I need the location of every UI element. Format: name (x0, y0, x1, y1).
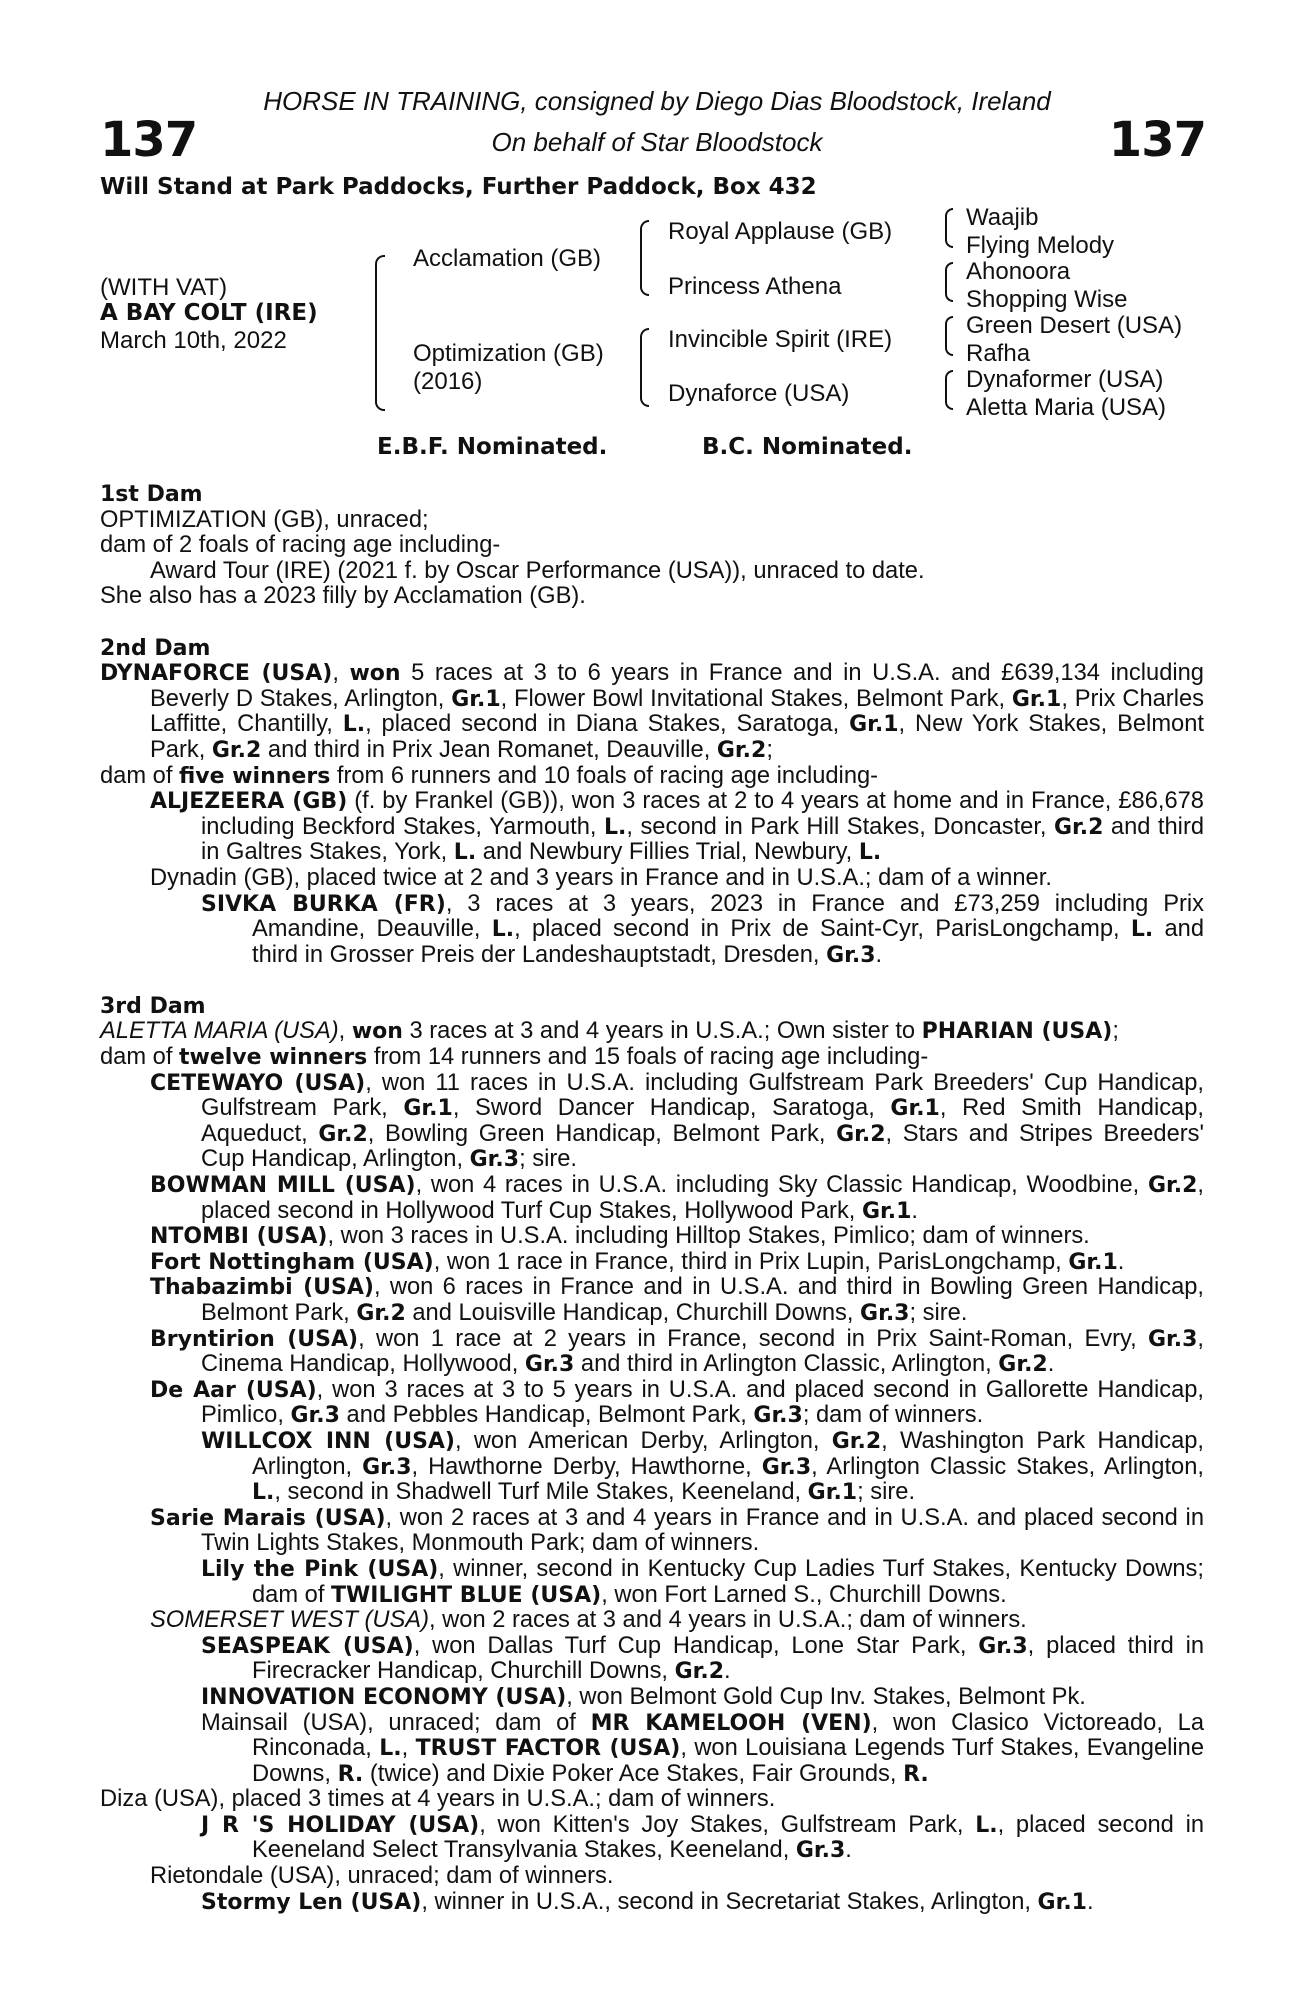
second-dam-record: DYNAFORCE (USA), won 5 races at 3 to 6 years in France and in U.S.A. and £639,134 including Beverly D Stakes, Arlington, Gr.1, Flower Bowl Invitational Stakes, Belmont Park, Gr.1, Prix Charles Laffitte, Chantilly, L., placed second in Diana Stakes, Saratoga, Gr.1, New York Stakes, Belmont Park, Gr.2 and third in Prix Jean Romanet, Deauville, Gr.2; (100, 660, 1204, 763)
dam-year: (2016) (413, 368, 483, 395)
pedigree-brace-dam (640, 328, 649, 407)
consignor-line: HORSE IN TRAINING, consigned by Diego Dias Bloodstock, Ireland (263, 86, 1051, 116)
entry-willcox-inn: WILLCOX INN (USA), won American Derby, Arlington, Gr.2, Washington Park Handicap, Arlington, Gr.3, Hawthorne Derby, Hawthorne, Gr.3, Arlington Classic Stakes, Arlington, L., second in Shadwell Turf Mile Stakes, Keeneland, Gr.1; sire. (201, 1427, 1205, 1506)
entry-lily-the-pink: Lily the Pink (USA), winner, second in Kentucky Cup Ladies Turf Stakes, Kentucky Downs; dam of TWILIGHT BLUE (USA), won Fort Larned S., Churchill Downs. (201, 1555, 1204, 1608)
pedigree-brace-g2 (945, 262, 953, 302)
lot-number-right: 137 (1108, 112, 1206, 168)
ebf-nomination: E.B.F. Nominated. (377, 434, 608, 460)
first-dam-heading: 1st Dam (100, 482, 203, 507)
entry-stormy-len: Stormy Len (USA), winner in U.S.A., second in Secretariat Stakes, Arlington, Gr.1. (201, 1888, 1094, 1915)
dam-sire-name: Invincible Spirit (IRE) (668, 326, 893, 353)
entry-mainsail: Mainsail (USA), unraced; dam of MR KAMELOOH (VEN), won Clasico Victoreado, La Rinconada, L., TRUST FACTOR (USA), won Louisiana Legends Turf Stakes, Evangeline Downs, R. (twice) and Dixie Poker Ace Stakes, Fair Grounds, R. (201, 1709, 1205, 1787)
first-dam-foal: Award Tour (IRE) (2021 f. by Oscar Performance (USA)), unraced to date. (150, 557, 925, 584)
entry-bryntirion: Bryntirion (USA), won 1 race at 2 years in France, second in Prix Saint-Roman, Evry, Gr.3, Cinema Handicap, Hollywood, Gr.3 and third in Arlington Classic, Arlington, Gr.2. (150, 1325, 1204, 1378)
entry-innovation-economy: INNOVATION ECONOMY (USA), won Belmont Gold Cup Inv. Stakes, Belmont Pk. (201, 1683, 1086, 1710)
entry-rietondale: Rietondale (USA), unraced; dam of winners. (150, 1863, 614, 1890)
ancestor-2: Flying Melody (966, 232, 1115, 259)
first-dam-line: OPTIMIZATION (GB), unraced; (100, 506, 429, 533)
entry-diza: Diza (USA), placed 3 times at 4 years in U.S.A.; dam of winners. (100, 1786, 776, 1813)
first-dam-produce: dam of 2 foals of racing age including- (100, 532, 501, 559)
bc-nomination: B.C. Nominated. (702, 434, 913, 460)
pedigree-brace-g1 (945, 208, 953, 248)
entry-somerset-west: SOMERSET WEST (USA), won 2 races at 3 and 4 years in U.S.A.; dam of winners. (150, 1607, 1027, 1634)
entry-jr-s-holiday: J R 'S HOLIDAY (USA), won Kitten's Joy Stakes, Gulfstream Park, L., placed second in Keeneland Select Transylvania Stakes, Keeneland, Gr.3. (201, 1811, 1204, 1864)
entry-aljezeera: ALJEZEERA (GB) (f. by Frankel (GB)), won 3 races at 2 to 4 years at home and in France, £86,678 including Beckford Stakes, Yarmouth, L., second in Park Hill Stakes, Doncaster, Gr.2 and third in Galtres Stakes, York, L. and Newbury Fillies Trial, Newbury, L. (150, 788, 1205, 866)
dam-dam-name: Dynaforce (USA) (668, 380, 850, 407)
lot-number-left: 137 (100, 112, 198, 168)
ancestor-3: Ahonoora (966, 258, 1071, 285)
entry-thabazimbi: Thabazimbi (USA), won 6 races in France and in U.S.A. and third in Bowling Green Handicap, Belmont Park, Gr.2 and Louisville Handicap, Churchill Downs, Gr.3; sire. (150, 1274, 1205, 1326)
pedigree-brace-g3 (945, 316, 953, 356)
entry-dynadin: Dynadin (GB), placed twice at 2 and 3 years in France and in U.S.A.; dam of a winner. (150, 864, 1052, 891)
third-dam-produce: dam of twelve winners from 14 runners and 15 foals of racing age including- (100, 1044, 929, 1071)
pedigree-brace-g4 (945, 370, 953, 410)
entry-seaspeak: SEASPEAK (USA), won Dallas Turf Cup Handicap, Lone Star Park, Gr.3, placed third in Firecracker Handicap, Churchill Downs, Gr.2. (201, 1632, 1205, 1685)
ancestor-6: Rafha (966, 340, 1031, 367)
stand-location: Will Stand at Park Paddocks, Further Paddock, Box 432 (100, 174, 817, 200)
third-dam-heading: 3rd Dam (100, 993, 206, 1019)
catalogue-body (100, 482, 1204, 1915)
ancestor-7: Dynaformer (USA) (966, 366, 1164, 393)
entry-cetewayo: CETEWAYO (USA), won 11 races in U.S.A. including Gulfstream Park Breeders' Cup Handicap, Gulfstream Park, Gr.1, Sword Dancer Handicap, Saratoga, Gr.1, Red Smith Handicap, Aqueduct, Gr.2, Bowling Green Handicap, Belmont Park, Gr.2, Stars and Stripes Breeders' Cup Handicap, Arlington, Gr.3; sire. (150, 1069, 1204, 1173)
sire-dam-name: Princess Athena (668, 273, 842, 300)
second-dam-produce: dam of five winners from 6 runners and 10 foals of racing age including- (100, 762, 879, 789)
third-dam-record: ALETTA MARIA (USA), won 3 races at 3 and 4 years in U.S.A.; Own sister to PHARIAN (USA); (100, 1018, 1119, 1045)
ancestor-4: Shopping Wise (966, 286, 1128, 313)
vat-note: (WITH VAT) (100, 274, 228, 301)
entry-de-aar: De Aar (USA), won 3 races at 3 to 5 years in U.S.A. and placed second in Gallorette Handicap, Pimlico, Gr.3 and Pebbles Handicap, Belmont Park, Gr.3; dam of winners. (150, 1376, 1204, 1429)
entry-ntombi: NTOMBI (USA), won 3 races in U.S.A. including Hilltop Stakes, Pimlico; dam of winners. (150, 1223, 1090, 1250)
pedigree-brace-sire (640, 220, 649, 296)
pedigree-brace-main (375, 255, 385, 411)
ancestor-1: Waajib (966, 204, 1039, 231)
second-dam-heading: 2nd Dam (100, 635, 211, 661)
foaling-date: March 10th, 2022 (100, 327, 287, 354)
sire-sire-name: Royal Applause (GB) (668, 218, 893, 245)
ancestor-8: Aletta Maria (USA) (966, 394, 1167, 421)
dam-name: Optimization (GB) (413, 340, 604, 367)
entry-fort-nottingham: Fort Nottingham (USA), won 1 race in France, third in Prix Lupin, ParisLongchamp, Gr.1. (150, 1248, 1125, 1275)
entry-bowman-mill: BOWMAN MILL (USA), won 4 races in U.S.A. including Sky Classic Handicap, Woodbine, Gr.2, placed second in Hollywood Turf Cup Stakes, Hollywood Park, Gr.1. (150, 1172, 1204, 1224)
sire-name: Acclamation (GB) (413, 245, 602, 272)
entry-sivka-burka: SIVKA BURKA (FR), 3 races at 3 years, 2023 in France and £73,259 including Prix Amandine, Deauville, L., placed second in Prix de Saint-Cyr, ParisLongchamp, L. and third in Grosser Preis der Landeshauptstadt, Dresden, Gr.3. (201, 890, 1205, 968)
horse-name: A BAY COLT (IRE) (100, 300, 318, 326)
ancestor-5: Green Desert (USA) (966, 312, 1183, 339)
entry-sarie-marais: Sarie Marais (USA), won 2 races at 3 and 4 years in France and in U.S.A. and placed second in Twin Lights Stakes, Monmouth Park; dam of winners. (150, 1504, 1204, 1557)
behalf-line: On behalf of Star Bloodstock (491, 127, 823, 157)
first-dam-note: She also has a 2023 filly by Acclamation (GB). (100, 583, 586, 610)
